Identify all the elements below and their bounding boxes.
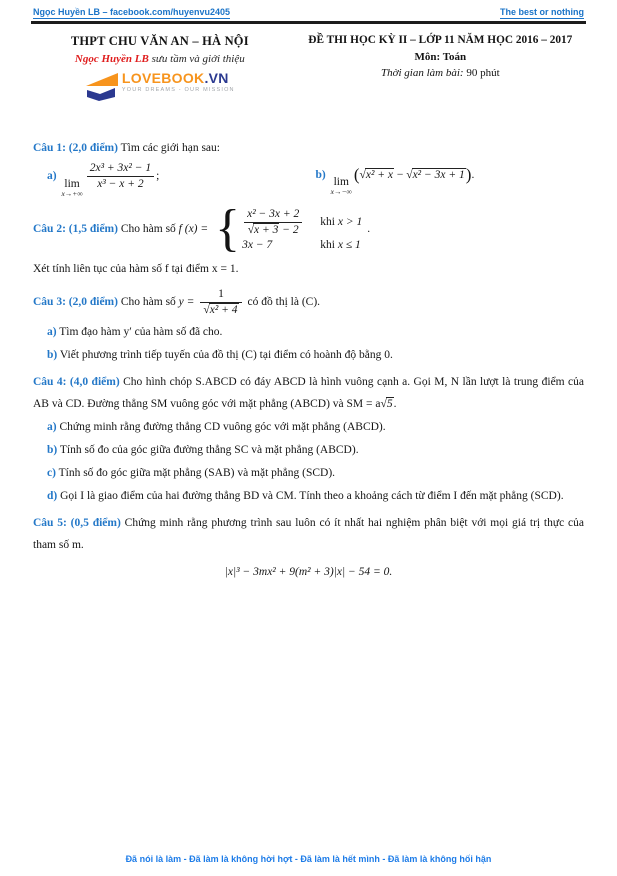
question-1-heading <box>33 137 584 159</box>
question-5-intro: Câu 5: (0,5 điểm) Chứng minh rằng phương trình sau luôn có ít nhất hai nghiệm phân biệt với mọi giá trị thực của tham số m. <box>33 517 585 551</box>
square-root: √x² + x <box>359 168 394 181</box>
header-slogan: The best or nothing <box>500 7 584 17</box>
duration-value: 90 phút <box>466 67 500 79</box>
question-3b: b) Viết phương trình tiếp tuyến của đồ thị (C) tại điểm có hoành độ bằng 0. <box>47 349 393 361</box>
question-1b-label: b) <box>315 168 326 181</box>
case-1-condition: khi x > 1 <box>320 216 363 228</box>
question-3b-label: b) <box>47 349 58 361</box>
credit-suffix: sưu tầm và giới thiệu <box>148 53 245 65</box>
exam-body <box>0 137 617 583</box>
top-bar <box>0 0 617 19</box>
question-4-label: Câu 4: (4,0 điểm) <box>33 376 120 388</box>
question-4b: b) Tính số đo của góc giữa đường thẳng SC và mặt phẳng (ABCD). <box>47 444 359 456</box>
question-1-text: Tìm các giới hạn sau: <box>120 142 220 154</box>
exam-header <box>292 32 589 122</box>
limit-operator: lim x→+∞ <box>61 177 83 198</box>
header-credit-link: Ngọc Huyền LB – facebook.com/huyenvu2405 <box>33 7 231 17</box>
question-4-intro: Câu 4: (4,0 điểm) Cho hình chóp S.ABCD có đáy ABCD là hình vuông cạnh a. Gọi M, N lần lượt là trung điểm của AB và CD. Đường thẳng SM vuông góc với mặt phẳng (ABCD) và SM = a√5. <box>33 376 585 410</box>
exam-subject: Môn: Toán <box>414 51 467 63</box>
piecewise-cases: { $\frac{\text{x² − 3x + 2}}{√x + 3 - 2}$ khi x > 1 3x − 7 khi x ≤ 1 <box>215 200 363 257</box>
question-1a-label: a) <box>47 170 57 183</box>
question-2-heading: Câu 2: (1,5 điểm) Cho hàm số f (x) = { $\frac{\text{x² − 3x + 2}}{√x + 3 - 2}$ khi x > 1 3x − 7 khi x ≤ 1 . <box>33 200 371 257</box>
case-2-condition: khi x ≤ 1 <box>320 238 361 251</box>
school-block <box>28 32 292 122</box>
logo-tagline: YOUR DREAMS - OUR MISSION <box>121 87 235 93</box>
question-4c: c) Tính số đo góc giữa mặt phẳng (SAB) và mặt phẳng (SCD). <box>47 467 336 479</box>
fraction: $\frac{\text{2x³ + 3x² − 1}}{\text{x³ − x + 2}}$ <box>87 162 154 191</box>
question-5-equation: |x|³ − 3mx² + 9(m² + 3)|x| − 54 = 0. <box>224 566 393 578</box>
duration-label: Thời gian làm bài: <box>381 67 464 79</box>
question-3-label: Câu 3: (2,0 điểm) <box>33 296 118 308</box>
question-3a-label: a) <box>47 326 57 338</box>
lovebook-logo <box>85 71 235 101</box>
question-2-note: Xét tính liên tục của hàm số f tại điểm x = 1. <box>33 263 239 275</box>
fraction: $\frac{\text{x² − 3x + 2}}{√x + 3 - 2}$ <box>244 208 302 237</box>
question-1-label: Câu 1: (2,0 điểm) <box>33 142 118 154</box>
logo-tld-part: .VN <box>204 70 229 86</box>
credit-author: Ngọc Huyền LB <box>74 53 149 65</box>
question-1b: b) lim x→−∞ (√x² + x − √x² − 3x + 1). <box>315 164 475 196</box>
exam-title: ĐỀ THI HỌC KỲ II – LỚP 11 NĂM HỌC 2016 – 2017 <box>308 34 573 46</box>
limit-operator: lim x→−∞ <box>330 175 352 196</box>
question-3a: a) Tìm đạo hàm y′ của hàm số đã cho. <box>47 326 223 338</box>
question-3-heading: Câu 3: (2,0 điểm) Cho hàm số y = $\frac{1}{\text{√x² + 4}}$ có đồ thị là (C). <box>33 287 321 316</box>
footer-motto: Đã nói là làm - Đã làm là không hời hợt - Đã làm là hết mình - Đã làm là không hối hận <box>125 854 492 864</box>
case-2-expression: 3x − 7 <box>242 238 273 251</box>
lovebook-logo-icon <box>85 71 119 101</box>
question-2-label: Câu 2: (1,5 điểm) <box>33 223 118 235</box>
logo-name-part: LOVEBOOK <box>121 70 205 86</box>
question-5-label: Câu 5: (0,5 điểm) <box>33 517 121 529</box>
square-root: √x² + 4 <box>203 303 238 316</box>
square-root: √5 <box>380 398 393 410</box>
fraction: $\frac{1}{\text{√x² + 4}}$ <box>200 288 241 317</box>
square-root: √x² − 3x + 1 <box>406 168 465 181</box>
school-name: THPT CHU VĂN AN – HÀ NỘI <box>70 34 249 48</box>
exam-duration <box>292 67 589 79</box>
question-1-parts <box>33 162 584 198</box>
question-4d: d) Gọi I là giao điểm của hai đường thẳng BD và CM. Tính theo a khoảng cách từ điểm I đến mặt phẳng (SCD). <box>47 490 564 502</box>
lovebook-logo-text <box>122 71 235 85</box>
question-4a: a) Chứng minh rằng đường thẳng CD vuông góc với mặt phẳng (ABCD). <box>47 421 386 433</box>
credit-line <box>28 53 292 65</box>
question-2-text: Cho hàm số <box>120 223 176 235</box>
question-1a: a) lim x→+∞ $\frac{\text{2x³ + 3x² − 1}}{\text{x³ − x + 2}}$ ; <box>47 162 160 198</box>
document-header <box>0 24 617 122</box>
square-root: √x + 3 <box>247 223 279 236</box>
